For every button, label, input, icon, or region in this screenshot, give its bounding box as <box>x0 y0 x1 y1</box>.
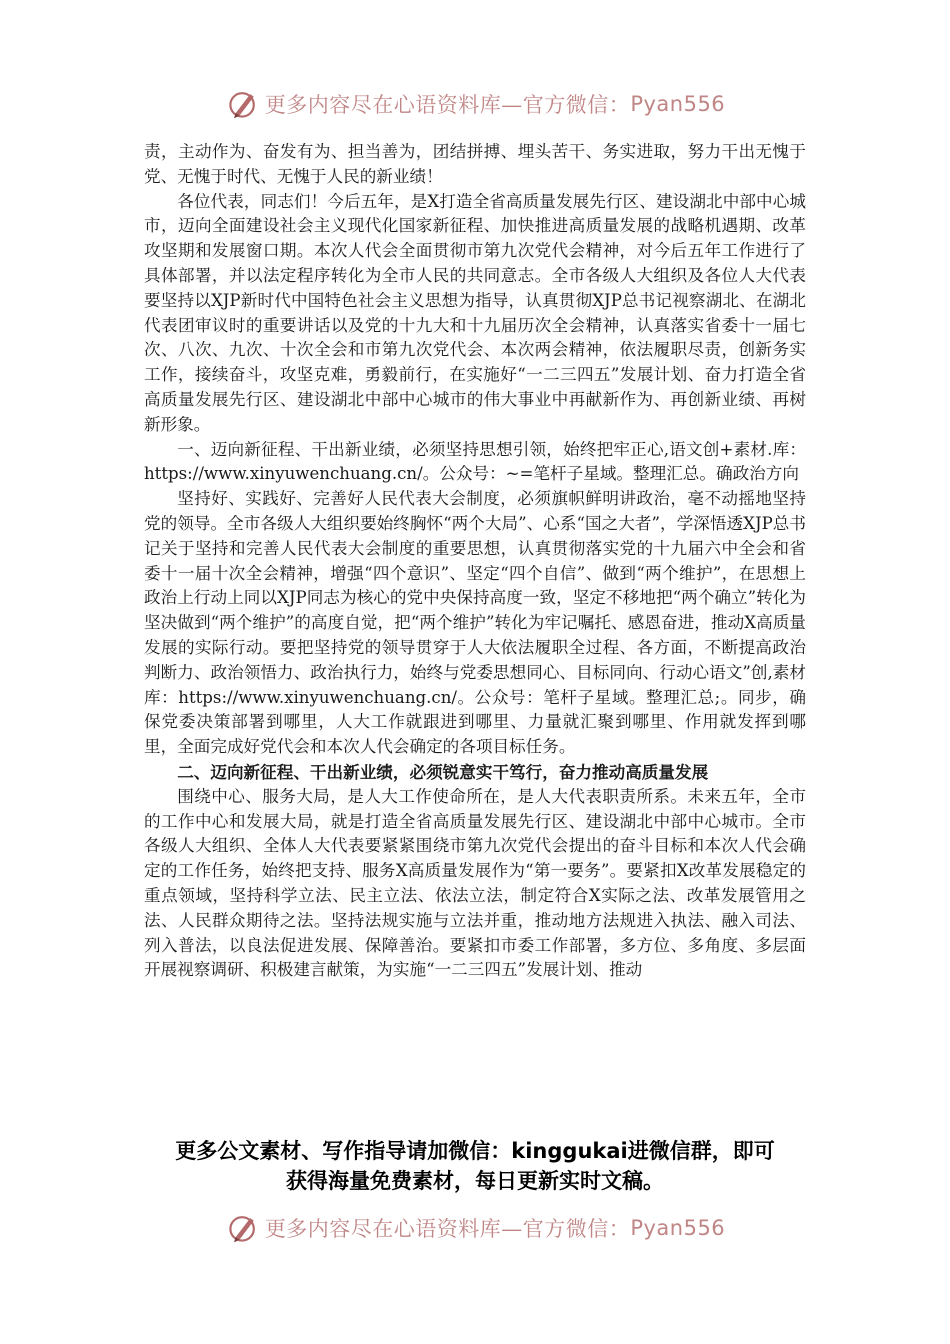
brand-header <box>0 84 950 124</box>
brand-wechat-id: Pyan556 <box>630 1216 726 1240</box>
paragraph: 责，主动作为、奋发有为、担当善为，团结拼搏、埋头苦干、务实进取，努力干出无愧于党、无愧于时代、无愧于人民的新业绩！ <box>144 142 806 186</box>
paragraph: 各位代表，同志们！今后五年，是X打造全省高质量发展先行区、建设湖北中部中心城市，迈向全面建设社会主义现代化国家新征程、加快推进高质量发展的战略机遇期、改革攻坚期和发展窗口期。本次人代会全面贯彻市第九次党代会精神，对今后五年工作进行了具体部署，并以法定程序转化为全市人民的共同意志。全市各级人大组织及各位人大代表要坚持以XJP新时代中国特色社会主义思想为指导，认真贯彻XJP总书记视察湖北、在湖北代表团审议时的重要讲话以及党的十九大和十九届历次全会精神，认真落实省委十一届七次、八次、九次、十次全会和市第九次党代会、本次两会精神，依法履职尽责，创新务实工作，接续奋斗，攻坚克难，勇毅前行，在实施好“一二三四五”发展计划、奋力打造全省高质量发展先行区、建设湖北中部中心城市的伟大事业中再献新作为、再创新业绩、再树新形象。 <box>144 191 806 434</box>
pen-circle-logo-icon <box>225 86 261 122</box>
brand-wechat-id: Pyan556 <box>630 92 726 116</box>
footer-ad-line: 获得海量免费素材，每日更新实时文稿。 <box>286 1169 664 1193</box>
brand-text: 更多内容尽在心语资料库—官方微信： <box>264 93 631 117</box>
footer-ad-line: 更多公文素材、写作指导请加微信：kinggukai进微信群，即可 <box>175 1139 775 1163</box>
paragraph: 围绕中心、服务大局，是人大工作使命所在，是人大代表职责所系。未来五年，全市的工作中心和发展大局，就是打造全省高质量发展先行区、建设湖北中部中心城市。全市各级人大组织、全体人大代表要紧紧围绕市第九次党代会提出的奋斗目标和本次人代会确定的工作任务，始终把支持、服务X高质量发展作为“第一要务”。要紧扣X改革发展稳定的重点领域，坚持科学立法、民主立法、依法立法，制定符合X实际之法、改革发展管用之法、人民群众期待之法。坚持法规实施与立法并重，推动地方法规进入执法、融入司法、列入普法，以良法促进发展、保障善治。要紧扣市委工作部署，多方位、多角度、多层面开展视察调研、积极建言献策，为实施“一二三四五”发展计划、推动 <box>144 786 806 980</box>
section-heading: 一、迈向新征程、干出新业绩，必须坚持思想引领，始终把牢正心,语文创+素材.库：https://www.xinyuwenchuang.cn/。公众号：~=笔杆子星域。整理汇总。确政治方向 <box>144 439 806 484</box>
pen-circle-logo-icon <box>225 1210 261 1246</box>
section-heading: 二、迈向新征程、干出新业绩，必须锐意实干笃行，奋力推动高质量发展 <box>177 761 709 782</box>
brand-text: 更多内容尽在心语资料库—官方微信： <box>264 1217 631 1241</box>
brand-footer <box>0 1208 950 1248</box>
document-body <box>144 140 806 983</box>
footer-advertisement <box>130 1136 820 1196</box>
paragraph: 坚持好、实践好、完善好人民代表大会制度，必须旗帜鲜明讲政治，毫不动摇地坚持党的领导。全市各级人大组织要始终胸怀“两个大局”、心系“国之大者”，学深悟透XJP总书记关于坚持和完善人民代表大会制度的重要思想，认真贯彻落实党的十九届六中全会和省委十一届十次全会精神，增强“四个意识”、坚定“四个自信”、做到“两个维护”，在思想上政治上行动上同以XJP同志为核心的党中央保持高度一致，坚定不移地把“两个确立”转化为坚决做到“两个维护”的高度自觉，把“两个维护”转化为牢记嘱托、感恩奋进，推动X高质量发展的实际行动。要把坚持党的领导贯穿于人大依法履职全过程、各方面，不断提高政治判断力、政治领悟力、政治执行力，始终与党委思想同心、目标同向、行动心语文”创,素材库：https://www.xinyuwenchuang.cn/。公众号：笔杆子星域。整理汇总;。同步，确保党委决策部署到哪里，人大工作就跟进到哪里、力量就汇聚到哪里、作用就发挥到哪里，全面完成好党代会和本次人代会确定的各项目标任务。 <box>144 489 806 757</box>
